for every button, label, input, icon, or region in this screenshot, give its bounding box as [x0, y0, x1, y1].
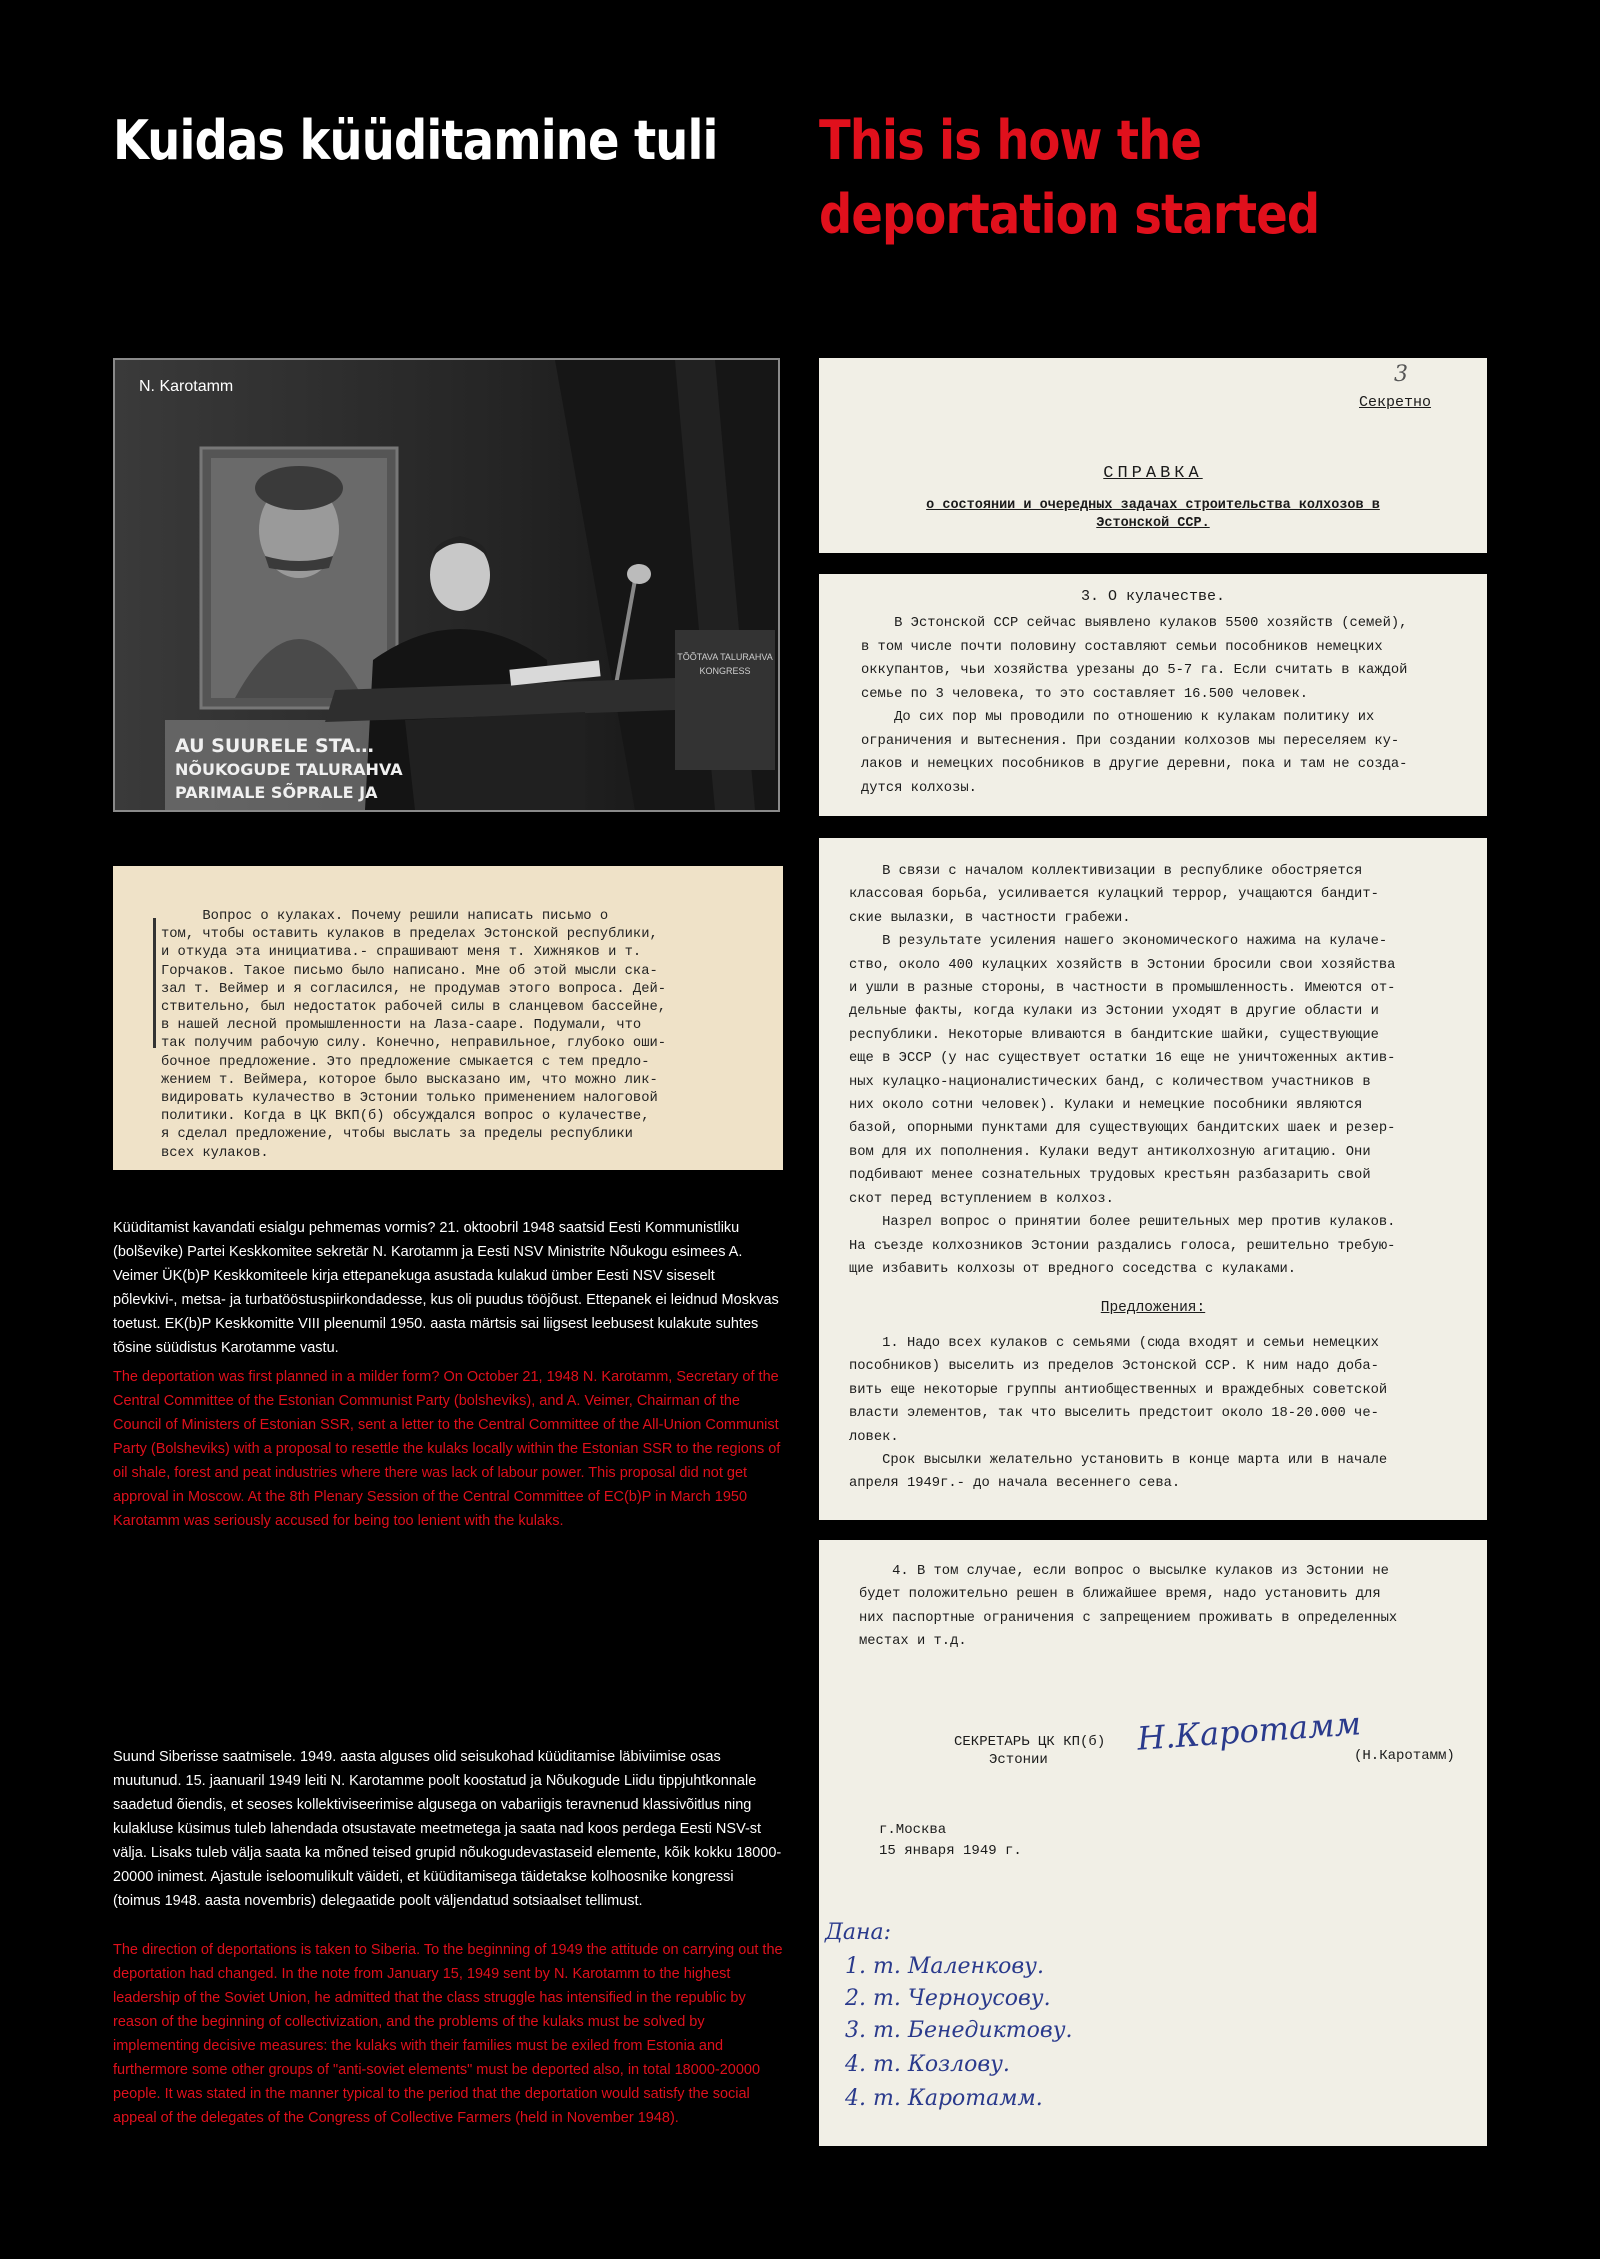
paragraph-1-estonian-text: Küüditamist kavandati esialgu pehmemas vormis? 21. oktoobril 1948 saatsid Eesti Kommunistliku (bolševike) Partei Keskkomitee sekretär N. Karotamm ja Eesti NSV Ministrite Nõukogu esimees A. Veimer ÜK(b)P Keskkomiteele kirja ettepanekuga asustada kulakud ümber Eesti NSV siseselt põlevkivi-, metsa- ja turbatööstuspiirkondadesse, kus oli puudus tööjõust. Ettepanek ei leidnud Moskvas toetust. EK(b)P Keskkomitte VIII pleenumil 1950. aasta märtsis sai liigsest leebusest kulakute suhtes tõsine süüdistus Karotamme vastu. — [113, 1220, 779, 1356]
document-proposals — [819, 838, 1487, 1520]
point-four-text: 4. В том случае, если вопрос о высылке кулаков из Эстонии не будет положительно решен в ближайшее время, надо установить для них паспортные ограничения с запрещением проживать в определенных местах и т.д. — [859, 1564, 1398, 1650]
document-karotamm-speech-excerpt — [113, 866, 783, 1170]
section-heading: 3. О кулачестве. — [1080, 588, 1226, 605]
margin-mark — [153, 918, 156, 1048]
karotamm-photo — [113, 358, 780, 812]
signatory-title-line-1: СЕКРЕТАРЬ ЦК КП(б) — [954, 1734, 1106, 1750]
document-place: г.Москва — [879, 1822, 947, 1838]
paragraph-1-english — [113, 1365, 783, 1533]
distribution-item-3: 3. т. Бенедиктову. — [845, 2018, 1073, 2043]
paragraph-2-english-text: The direction of deportations is taken to Siberia. To the beginning of 1949 the attitude on carrying out the deportation had changed. In the note from January 15, 1949 sent by N. Karotamm to the highest leadership of the Soviet Union, he admitted that the class struggle has intensified in the republic by reason of the beginning of collectivization, and the problems of the kulaks must be solved by implementing decisive measures: the kulaks with their families must be exiled from Estonia and furthermore some other groups of "anti-soviet elements" must be deported also, in total 18000-20000 people. It was stated in the manner typical to the period that the deportation would satisfy the social appeal of the delegates of the Congress of Collective Farmers (held in November 1948). — [113, 1942, 783, 2126]
distribution-heading: Дана: — [825, 1920, 892, 1945]
signatory-title-line-2: Эстонии — [989, 1752, 1048, 1768]
section-text: В Эстонской ССР сейчас выявлено кулаков 5500 хозяйств (семей), в том числе почти половину составляют семьи пособников немецких оккупантов, чьи хозяйства урезаны до 5-7 га. Если считать в каждой семье по 3 человека, то это составляет 16.500 человек. До сих пор мы проводили по отношению к кулакам политику их ограничения и вытеснения. При создании колхозов мы переселяем ку- лаков и немецких пособников в другие деревни, пока и там не созда- дутся колхозы. — [861, 616, 1408, 796]
paragraph-1-english-text: The deportation was first planned in a milder form? On October 21, 1948 N. Karotamm, Secretary of the Central Committee of the Estonian Communist Party (bolsheviks), and A. Veimer, Chairman of the Council of Ministers of Estonian SSR, sent a letter to the Central Committee of the All-Union Communist Party (Bolsheviks) with a proposal to resettle the kulaks locally within the Estonian SSR to the regions of oil shale, forest and peat industries where there was lack of labour power. This proposal did not get approval in Moscow. At the 8th Plenary Session of the Central Committee of EC(b)P in March 1950 Karotamm was seriously accused for being too lenient with the kulaks. — [113, 1369, 781, 1529]
paragraph-1-estonian — [113, 1216, 783, 1360]
banner-text-line-3: PARIMALE SÕPRALE JA — [175, 783, 378, 802]
document-signature-page — [819, 1540, 1487, 2146]
document-kulaks-section — [819, 574, 1487, 816]
board-text-line-2: KONGRESS — [699, 666, 751, 676]
classification-label: Секретно — [1359, 394, 1432, 411]
paragraph-2-estonian-text: Suund Siberisse saatmisele. 1949. aasta alguses olid seisukohad küüditamise läbiviimise osas muutunud. 15. jaanuaril 1949 leiti N. Karotamme poolt koostatud ja Nõukogude Liidu tippjuhtkonnale saadetud õiendis, et seoses kollektiviseerimise algusega on vabariigis teravnenud klassivõitlus ning kulakluse küsimus tuleb lahendada otsustavate meetmetega ja saata nad koos perdega Eesti NSV-st välja. Lisaks tuleb välja saata ka mõned teised grupid nõukogudevastaseid elemente, kõik kokku 18000-20000 inimest. Ajastule iseloomulikult väideti, et küüditamisega täidetakse kolhoosnike kongressi (toimus 1948. aasta novembris) delegaatide poolt väljendatud sotsiaalset tellimust. — [113, 1749, 782, 1909]
title-estonian: Kuidas küüditamine tuli — [113, 109, 718, 172]
paragraph-2-english — [113, 1938, 783, 2130]
proposals-heading: Предложения: — [1100, 1300, 1206, 1316]
document-subheading-line-2: Эстонской ССР. — [1096, 516, 1210, 531]
speaker-photo-illustration — [115, 360, 778, 810]
banner-text-line-2: NÕUKOGUDE TALURAHVA — [175, 760, 403, 779]
board-text-line-1: TÕÕTAVA TALURAHVA — [677, 652, 773, 662]
distribution-item-4: 4. т. Козлову. — [845, 2052, 1010, 2077]
distribution-item-2: 2. т. Черноусову. — [845, 1986, 1051, 2011]
signatory-name: (Н.Каротамм) — [1354, 1748, 1455, 1764]
distribution-item-1: 1. т. Маленкову. — [845, 1954, 1044, 1979]
banner-text-line-1: AU SUURELE STA… — [175, 735, 374, 757]
document-date: 15 января 1949 г. — [879, 1843, 1022, 1859]
document-spravka-header — [819, 358, 1487, 553]
document-subheading-line-1: о состоянии и очередных задачах строительства колхозов в — [926, 498, 1380, 513]
distribution-item-5: 4. т. Каротамм. — [845, 2086, 1043, 2111]
paragraph-2-estonian — [113, 1745, 783, 1913]
class-struggle-text: В связи с началом коллективизации в республике обостряется классовая борьба, усиливается кулацкий террор, учащаются бандит- ские вылазки, в частности грабежи. В результате усиления нашего экономического нажима на кулаче- ство, около 400 кулацких хозяйств в Эстонии бросили свои хозяйства и ушли в разные стороны, в частности в промышленность. Имеются от- дельные факты, когда кулаки из Эстонии уходят в другие области и республики. Некоторые вливаются в бандитские шайки, существующие еще в ЭССР (у нас существует остатки 16 еще не уничтоженных актив- ных кулацко-националистических банд, с количеством участников в них около сотни человек). Кулаки и немецкие пособники являются базой, опорными пунктами для существующих бандитских шаек и резер- вом для их пополнения. Кулаки ведут антиколхозную агитацию. Они подбивают менее сознательных трудовых крестьян разбазарить свой скот перед вступлением в колхоз. Назрел вопрос о принятии более решительных мер против кулаков. На съезде колхозников Эстонии раздались голоса, решительно требую- щие избавить колхозы от вредного соседства с кулаками. — [849, 864, 1396, 1277]
document-heading: СПРАВКА — [1103, 464, 1203, 483]
page-mark: 3 — [1394, 362, 1408, 387]
speech-excerpt-text: Вопрос о кулаках. Почему решили написать письмо о том, чтобы оставить кулаков в пределах Эстонской республики, и откуда эта инициатива.- спрашивают меня т. Хижняков и т. Горчаков. Такое письмо было написано. Мне об этой мысли ска- зал т. Веймер и я согласился, не продумав этого вопроса. Дей- ствительно, был недостаток рабочей силы в сланцевом бассейне, в нашей лесной промышленности на Лаза-сааре. Подумали, что так получим рабочую силу. Конечно, неправильное, глубоко оши- бочное предложение. Это предложение смыкается с тем предло- жением т. Веймера, которое было высказано им, что можно лик- видировать кулачество в Эстонии только применением налоговой политики. Когда в ЦК ВКП(б) обсуждался вопрос о кулачестве, я сделал предложение, чтобы выслать за пределы республики всех кулаков. — [161, 909, 667, 1161]
proposals-text: 1. Надо всех кулаков с семьями (сюда входят и семьи немецких пособников) выселить из пределов Эстонской ССР. К ним надо доба- вить еще некоторые группы антиобщественных и враждебных советской власти элементов, так что выселить предстоит около 18-20.000 че- ловек. Срок высылки желательно установить в конце марта или в начале апреля 1949г.- до начала весеннего сева. — [849, 1336, 1388, 1492]
photo-caption: N. Karotamm — [139, 378, 234, 395]
title-english: This is how the deportation started — [819, 109, 1320, 246]
handwritten-signature: Н.Каротамм — [1135, 1704, 1363, 1758]
